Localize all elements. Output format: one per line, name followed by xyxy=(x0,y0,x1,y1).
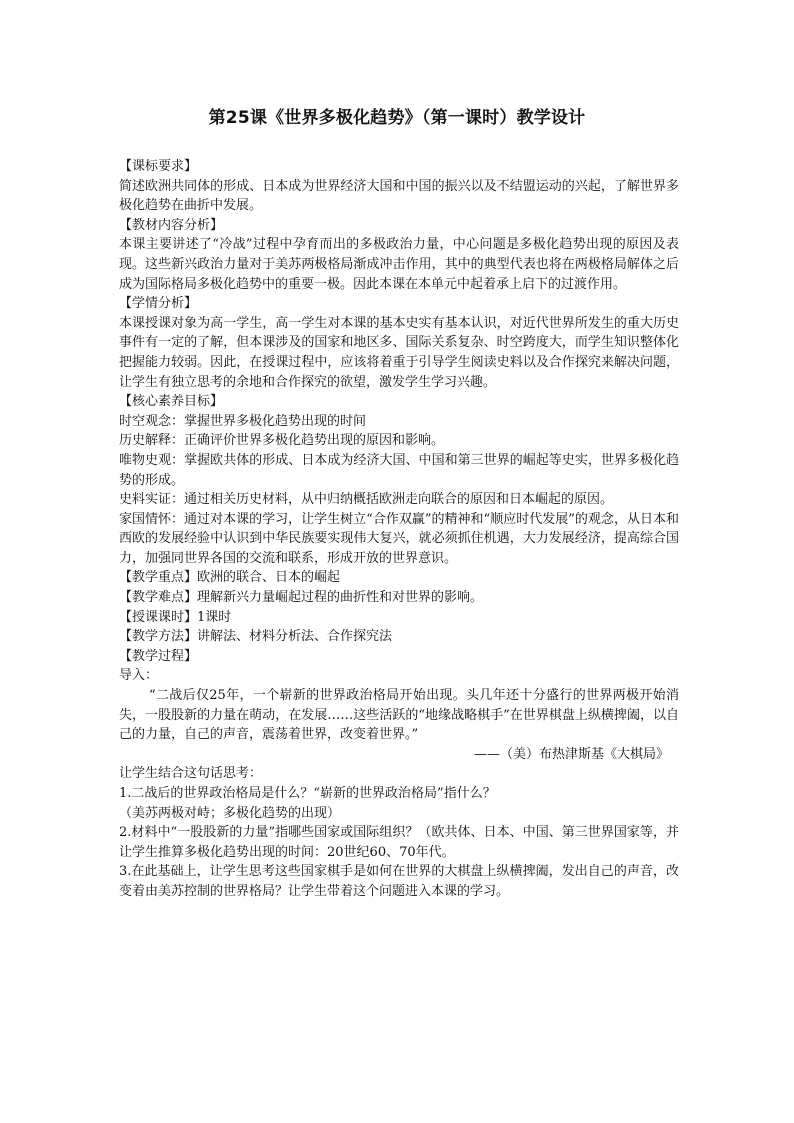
question-2: 2.材料中“一股股新的力量”指哪些国家或国际组织？（欧共体、日本、中国、第三世界国家等，并让学生推算多极化趋势出现的时间：20世纪60、70年代。 xyxy=(119,825,679,860)
section-heading-jiaocai: 【教材内容分析】 xyxy=(119,217,224,233)
suyang-item-shikong: 时空观念：掌握世界多极化趋势出现的时间 xyxy=(119,413,367,429)
paragraph-kebiao: 简述欧洲共同体的形成、日本成为世界经济大国和中国的振兴以及不结盟运动的兴起，了解世界多极化趋势在曲折中发展。 xyxy=(119,178,679,214)
answer-1: （美苏两极对峙；多极化趋势的出现） xyxy=(119,805,341,821)
suyang-item-weiwu: 唯物史观：掌握欧共体的形成、日本成为经济大国、中国和第三世界的崛起等史实，世界多极化趋势的形成。 xyxy=(119,452,679,488)
section-heading-guocheng: 【教学过程】 xyxy=(119,648,198,664)
quote-source: ——（美）布热津斯基《大棋局》 xyxy=(473,746,669,762)
line-keshi: 【授课课时】1课时 xyxy=(119,609,232,625)
suyang-item-shiliao: 史料实证：通过相关历史材料，从中归纳概括欧洲走向联合的原因和日本崛起的原因。 xyxy=(119,492,614,508)
suyang-item-jiaguo: 家国情怀：通过对本课的学习，让学生树立“合作双赢”的精神和“顺应时代发展”的观念，从日本和西欧的发展经验中认识到中华民族要实现伟大复兴，就必须抓住机遇，大力发展经济，提高综合国力，加强同世界各国的交流和联系，形成开放的世界意识。 xyxy=(119,511,679,566)
line-fangfa: 【教学方法】讲解法、材料分析法、合作探究法 xyxy=(119,629,393,645)
question-3: 3.在此基础上，让学生思考这些国家棋手是如何在世界的大棋盘上纵横捭阖，发出自己的声音，改变着由美苏控制的世界格局？让学生带着这个问题进入本课的学习。 xyxy=(119,864,679,899)
section-heading-suyang: 【核心素养目标】 xyxy=(119,394,224,410)
section-heading-xueqing: 【学情分析】 xyxy=(119,296,198,312)
question-1: 1.二战后的世界政治格局是什么？“崭新的世界政治格局”指什么？ xyxy=(119,786,496,801)
paragraph-jiaocai: 本课主要讲述了“冷战”过程中孕育而出的多极政治力量，中心问题是多极化趋势出现的原因及表现。这些新兴政治力量对于美苏两极格局渐成冲击作用，其中的典型代表也将在两极格局解体之后成为国际格局多极化趋势中的重要一极。因此本课在本单元中起着承上启下的过渡作用。 xyxy=(119,237,679,292)
section-heading-kebiao: 【课标要求】 xyxy=(119,159,198,174)
suyang-item-lishi: 历史解释：正确评价世界多极化趋势出现的原因和影响。 xyxy=(119,433,445,449)
document-body xyxy=(119,157,679,902)
think-intro: 让学生结合这句话思考： xyxy=(119,766,263,782)
document-title: 第25课《世界多极化趋势》（第一课时）教学设计 xyxy=(208,108,586,128)
quote-text: “二战后仅25年，一个崭新的世界政治格局开始出现。头几年还十分盛行的世界两极开始消失，一股股新的力量在萌动，在发展……这些活跃的“地缘战略棋手”在世界棋盘上纵横捭阖，以自己的力量，自己的声音，震荡着世界，改变着世界。” xyxy=(119,688,679,743)
line-zhongdian: 【教学重点】欧洲的联合、日本的崛起 xyxy=(119,570,341,586)
line-nandian: 【教学难点】理解新兴力量崛起过程的曲折性和对世界的影响。 xyxy=(119,590,484,606)
paragraph-xueqing: 本课授课对象为高一学生，高一学生对本课的基本史实有基本认识，对近代世界所发生的重大历史事件有一定的了解，但本课涉及的国家和地区多、国际关系复杂、时空跨度大，而学生知识整体化把握能力较弱。因此，在授课过程中，应该将着重于引导学生阅读史料以及合作探究来解决问题，让学生有独立思考的余地和合作探究的欲望，激发学生学习兴趣。 xyxy=(119,315,679,390)
label-daoru: 导入： xyxy=(119,668,159,684)
